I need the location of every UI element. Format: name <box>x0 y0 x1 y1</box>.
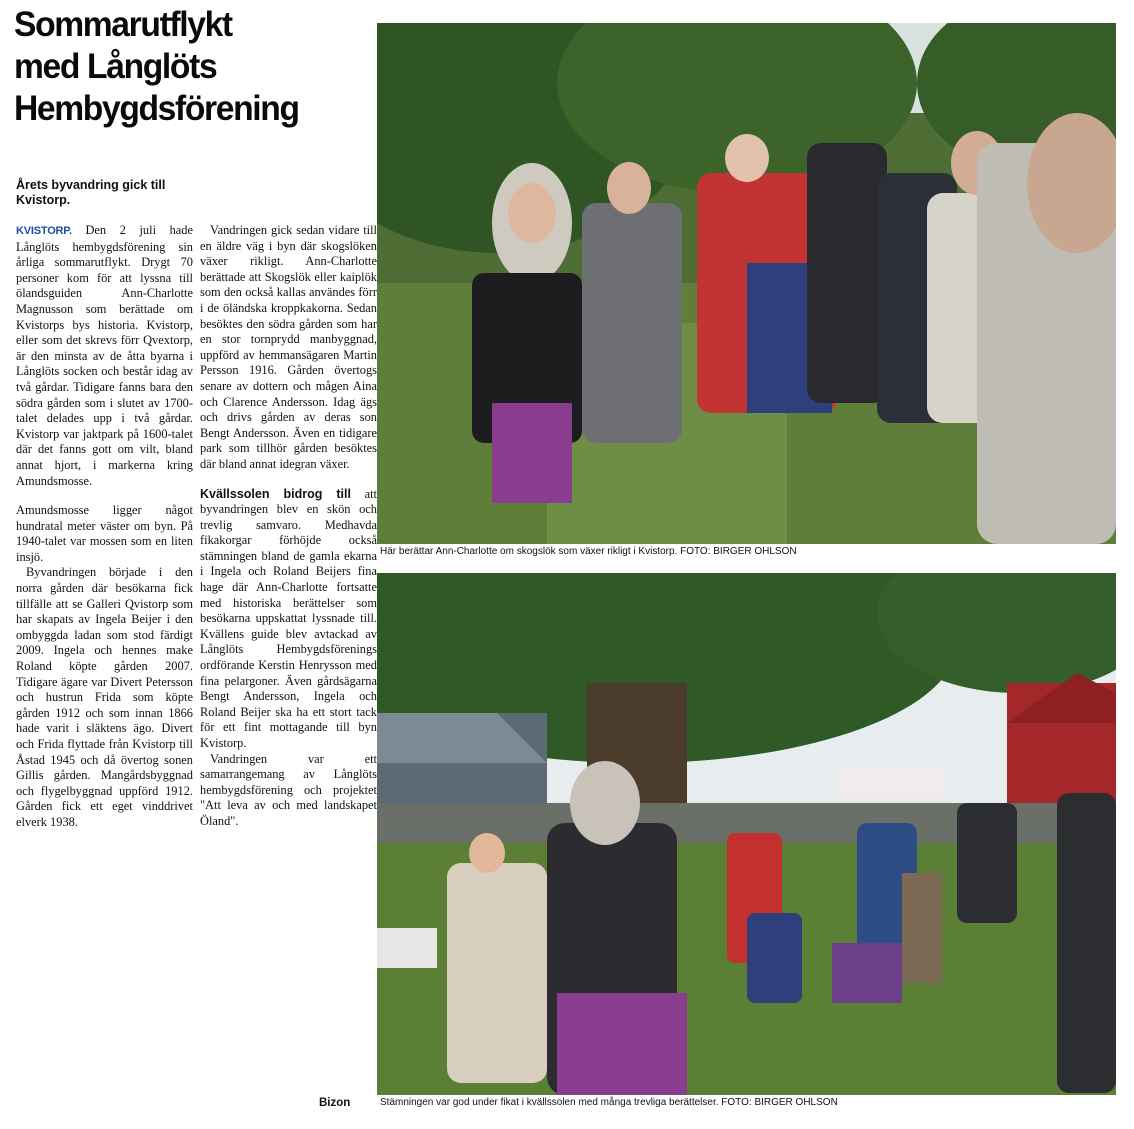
headline <box>14 4 350 130</box>
paragraph-text: att byvandringen blev en skön och trevlig samvaro. Medhavda fikakorgar förhöjde också stämningen bland de gamla ekarna i Ingela och Roland Beijers fina hage där Ann-Charlotte fortsatte med historiska berättelser som besökarna uppskattat lyssnade till. Kvällens guide blev avtackad av Långlöts Hembygdsförenings ordförande Kerstin Henrysson med fina pelargoner. Även gårdsägarna Bengt Andersson, Ingela och Roland Beijer ska ha ett stort tack för ett fint mottagande till byn Kvistorp. <box>200 486 377 750</box>
paragraph: Amundsmosse ligger något hundratal meter väster om byn. På 1940-talet var mossen som en liten insjö. <box>16 503 193 564</box>
photo-guide-meadow-illustration <box>377 23 1116 544</box>
dateline: KVISTORP. <box>16 225 72 237</box>
photo-caption-top: Här berättar Ann-Charlotte om skogslök som växer rikligt i Kvistorp. FOTO: BIRGER OHLSON <box>380 546 797 557</box>
paragraph <box>200 487 377 752</box>
photo-guide-meadow <box>377 23 1116 544</box>
paragraph-text: Den 2 juli hade Långlöts hembygdsförening sin årliga sommarutflykt. Drygt 70 personer kom för att lyssna till ölandsguiden Ann-Charlotte Magnusson som berättade om Kvistorps bys historia. Kvistorp, eller som det skrevs förr Qvextorp, är den minsta av de åtta byarna i Långlöts socken och består idag av två gårdar. Tidigare fanns bara den södra gården som i slutet av 1700-talet delades upp i två gårdar. Kvistorp var jaktpark på 1600-talet där det fanns gott om vilt, bland annat hjort, i markerna kring Amundsmosse. <box>16 223 193 488</box>
paragraph <box>16 223 193 489</box>
subheading: Kvällssolen bidrog till <box>200 486 351 501</box>
article-column-2 <box>200 223 377 830</box>
paragraph: Byvandringen började i den norra gården där besökarna fick tillfälle att se Galleri Qvistorp som har skapats av Ingela Beijer i den ombyggda ladan som stod färdigt 2009. Ingela och hennes make Roland köpte gården 2007. Tidigare ägare var Divert Petersson och hustrun Frida som köpte gården 1912 och som innan 1866 hade varit i släktens ägo. Divert och Frida flyttade från Kvistorp till Åstad 1945 och då övertog sonen Gillis gården. Mangårdsbyggnad och flygelbyggnad uppförd 1912. Gården fick ett eget vinddrivet elverk 1938. <box>16 565 193 829</box>
photo-coffee-gathering-illustration <box>377 573 1116 1095</box>
headline-line-2: med Långlöts <box>14 47 217 86</box>
headline-line-3: Hembygdsförening <box>14 89 299 128</box>
article-column-1 <box>16 223 193 831</box>
paragraph: Vandringen gick sedan vidare till en äldre väg i byn där skogslöken växer rikligt. Ann-Charlotte berättade att Skogslök eller kaiplök som den också kallas användes förr i de öländska kroppkakorna. Sedan besöktes den södra gården som har en stor tornprydd manbyggnad, uppförd av hemmansägaren Martin Persson 1916. Gården övertogs senare av dottern och mågen Aina och Clarence Andersson. Idag ägs och drivs gården av deras son Bengt Andersson. Även en tidigare park som tillhör gården besöktes där bland annat idegran växer. <box>200 223 377 471</box>
photo-coffee-gathering <box>377 573 1116 1095</box>
lead-text: Årets byvandring gick till Kvistorp. <box>16 178 166 207</box>
author-signature: Bizon <box>319 1097 351 1109</box>
photo-caption-bottom: Stämningen var god under fikat i kvällssolen med många trevliga berättelser. FOTO: BIRGER OHLSON <box>380 1097 838 1108</box>
paragraph: Vandringen var ett samarrangemang av Långlöts hembygdsförening och projektet "Att leva av och med landskapet Öland". <box>200 751 377 828</box>
headline-line-1: Sommarutflykt <box>14 5 232 44</box>
